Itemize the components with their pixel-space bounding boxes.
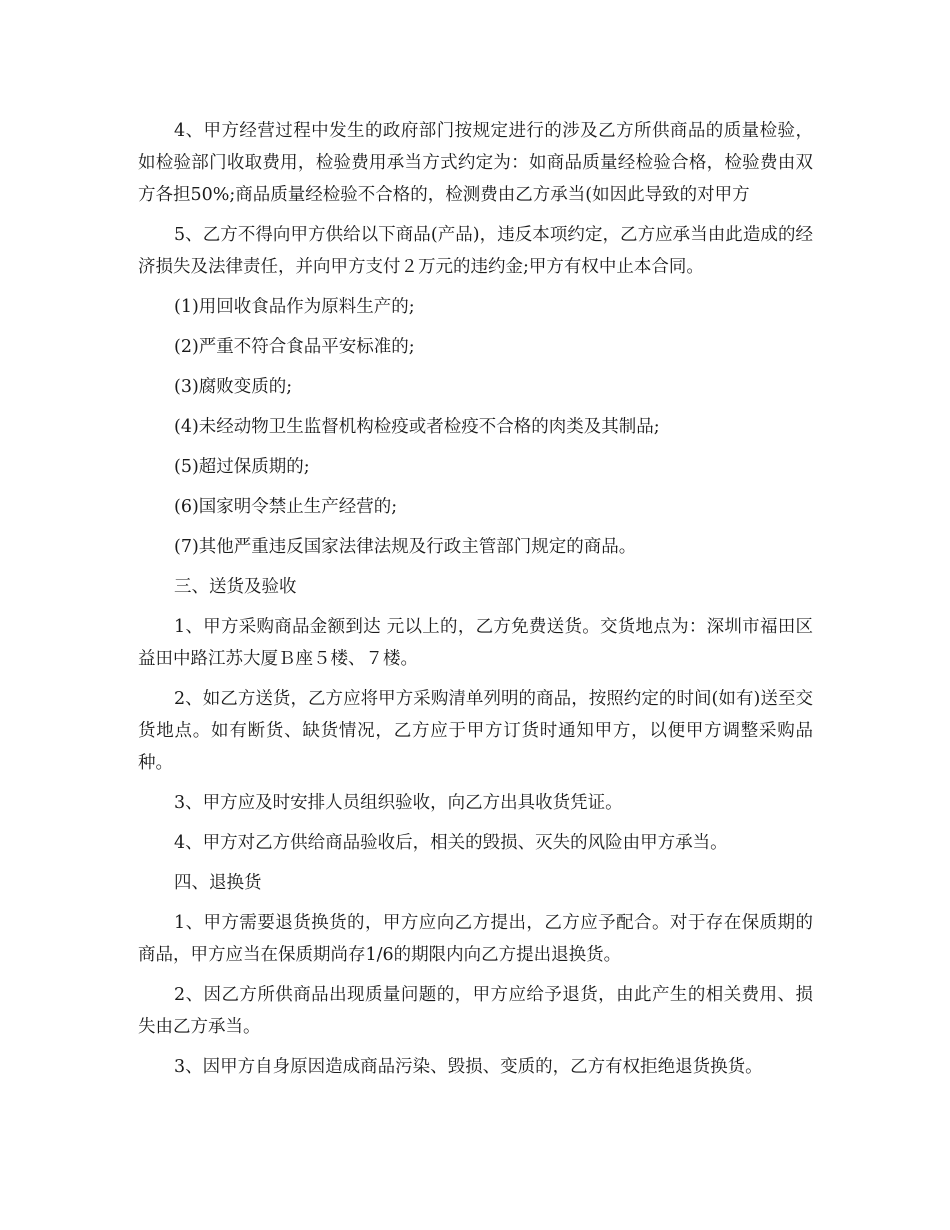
section-heading-delivery: 三、送货及验收 [174,577,297,597]
paragraph-delivery-4: 4、甲方对乙方供给商品验收后，相关的毁损、灭失的风险由甲方承当。 [174,833,728,853]
paragraph-returns-2: 2、因乙方所供商品出现质量问题的，甲方应给予退货，由此产生的相关费用、损失由乙方承当。 [138,985,813,1037]
list-item-5: (5)超过保质期的; [174,457,310,477]
list-item-7: (7)其他严重违反国家法律法规及行政主管部门规定的商品。 [174,537,637,557]
paragraph-delivery-3: 3、甲方应及时安排人员组织验收，向乙方出具收货凭证。 [174,793,623,813]
list-item-6: (6)国家明令禁止生产经营的; [174,497,398,517]
paragraph-clause-5-prohibited-goods: 5、乙方不得向甲方供给以下商品(产品)，违反本项约定，乙方应承当由此造成的经济损失及法律责任，并向甲方支付２万元的违约金;甲方有权中止本合同。 [138,225,813,277]
document-body [138,115,813,1091]
paragraph-returns-1: 1、甲方需要退货换货的，甲方应向乙方提出，乙方应予配合。对于存在保质期的商品，甲方应当在保质期尚存1/6的期限内向乙方提出退换货。 [138,913,813,965]
paragraph-clause-4-inspection: 4、甲方经营过程中发生的政府部门按规定进行的涉及乙方所供商品的质量检验，如检验部门收取费用，检验费用承当方式约定为：如商品质量经检验合格，检验费由双方各担50%;商品质量经检验不合格的，检测费由乙方承当(如因此导致的对甲方 [138,121,813,205]
paragraph-returns-3: 3、因甲方自身原因造成商品污染、毁损、变质的，乙方有权拒绝退货换货。 [174,1057,763,1077]
list-item-4: (4)未经动物卫生监督机构检疫或者检疫不合格的肉类及其制品; [174,417,660,437]
list-item-1: (1)用回收食品作为原料生产的; [174,297,415,317]
list-item-3: (3)腐败变质的; [174,377,293,397]
paragraph-delivery-1: 1、甲方采购商品金额到达 元以上的，乙方免费送货。交货地点为：深圳市福田区益田中路江苏大厦Ｂ座５楼、７楼。 [138,617,813,669]
paragraph-delivery-2: 2、如乙方送货，乙方应将甲方采购清单列明的商品，按照约定的时间(如有)送至交货地点。如有断货、缺货情况，乙方应于甲方订货时通知甲方，以便甲方调整采购品种。 [138,689,813,773]
section-heading-returns: 四、退换货 [174,873,262,893]
list-item-2: (2)严重不符合食品平安标准的; [174,337,415,357]
